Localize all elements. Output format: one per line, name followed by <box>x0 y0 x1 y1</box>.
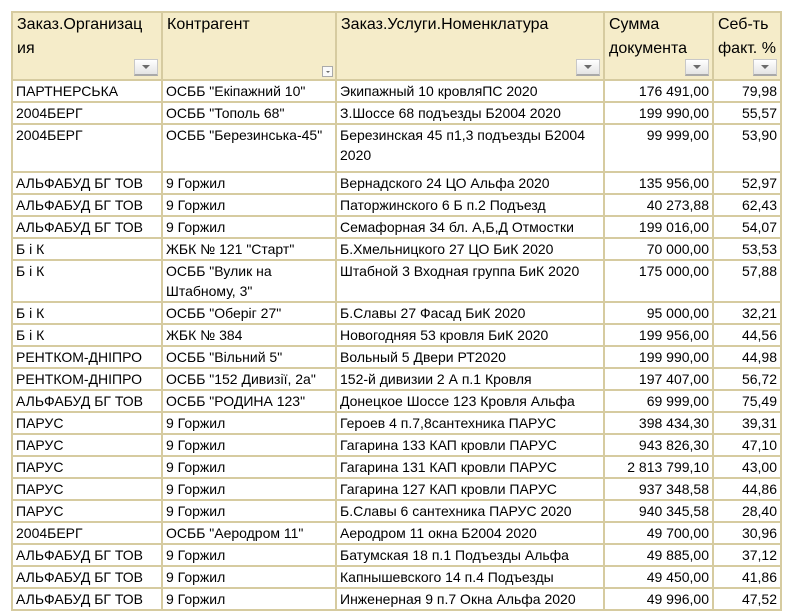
cell-document-sum[interactable]: 199 990,00 <box>604 102 713 124</box>
cell-cost-percent[interactable]: 55,57 <box>713 102 781 124</box>
cell-cost-percent[interactable]: 44,86 <box>713 478 781 500</box>
table-row[interactable] <box>12 434 781 456</box>
cell-contractor[interactable]: 9 Горжил <box>162 544 336 566</box>
cell-organization[interactable]: ПАРУС <box>12 434 162 456</box>
cell-contractor[interactable]: ОСББ "152 Дивизії, 2а" <box>162 368 336 390</box>
table-row[interactable] <box>12 390 781 412</box>
table-row[interactable] <box>12 566 781 588</box>
column-header-nomenclature[interactable] <box>336 12 604 80</box>
cell-cost-percent[interactable]: 44,98 <box>713 346 781 368</box>
cell-nomenclature[interactable]: Б.Хмельницкого 27 ЦО БиК 2020 <box>336 238 604 260</box>
cell-cost-percent[interactable]: 47,10 <box>713 434 781 456</box>
cell-nomenclature[interactable]: Новогодняя 53 кровля БиК 2020 <box>336 324 604 346</box>
filter-dropdown-icon[interactable] <box>576 59 600 76</box>
table-row[interactable] <box>12 194 781 216</box>
cell-contractor[interactable]: 9 Горжил <box>162 588 336 610</box>
column-header-label: Заказ.Организац ия <box>17 16 143 57</box>
table-row[interactable] <box>12 302 781 324</box>
cell-document-sum[interactable]: 175 000,00 <box>604 260 713 302</box>
cell-document-sum[interactable]: 199 956,00 <box>604 324 713 346</box>
cell-organization[interactable]: АЛЬФАБУД БГ ТОВ <box>12 216 162 238</box>
cell-cost-percent[interactable]: 41,86 <box>713 566 781 588</box>
cell-nomenclature[interactable]: Семафорная 34 бл. А,Б,Д Отмостки <box>336 216 604 238</box>
cell-document-sum[interactable]: 40 273,88 <box>604 194 713 216</box>
header-row <box>12 12 781 80</box>
cell-contractor[interactable]: ОСББ "РОДИНА 123" <box>162 390 336 412</box>
cell-document-sum[interactable]: 197 407,00 <box>604 368 713 390</box>
cell-cost-percent[interactable]: 30,96 <box>713 522 781 544</box>
table-row[interactable] <box>12 588 781 610</box>
table-row[interactable] <box>12 346 781 368</box>
cell-cost-percent[interactable]: 37,12 <box>713 544 781 566</box>
cell-document-sum[interactable]: 940 345,58 <box>604 500 713 522</box>
cell-nomenclature[interactable]: Гагарина 127 КАП кровли ПАРУС <box>336 478 604 500</box>
cell-cost-percent[interactable]: 53,90 <box>713 124 781 172</box>
cell-document-sum[interactable]: 99 999,00 <box>604 124 713 172</box>
cell-nomenclature[interactable]: Вернадского 24 ЦО Альфа 2020 <box>336 172 604 194</box>
cell-nomenclature[interactable]: Капнышевского 14 п.4 Подъезды <box>336 566 604 588</box>
cell-document-sum[interactable]: 49 450,00 <box>604 566 713 588</box>
table-row[interactable] <box>12 456 781 478</box>
cell-contractor[interactable]: 9 Горжил <box>162 172 336 194</box>
cell-contractor[interactable]: ЖБК № 384 <box>162 324 336 346</box>
cell-organization[interactable]: ПАРУС <box>12 500 162 522</box>
filter-dropdown-small-icon[interactable] <box>322 66 333 77</box>
cell-document-sum[interactable]: 49 885,00 <box>604 544 713 566</box>
cell-organization[interactable]: РЕНТКОМ-ДНІПРО <box>12 346 162 368</box>
cell-cost-percent[interactable]: 53,53 <box>713 238 781 260</box>
table-row[interactable] <box>12 102 781 124</box>
cell-contractor[interactable]: 9 Горжил <box>162 500 336 522</box>
cell-organization[interactable]: Б і К <box>12 260 162 302</box>
cell-organization[interactable]: ПАРУС <box>12 412 162 434</box>
cell-nomenclature[interactable]: Штабной 3 Входная группа БиК 2020 <box>336 260 604 302</box>
cell-nomenclature[interactable]: Березинская 45 п1,3 подъезды Б2004 2020 <box>336 124 604 172</box>
cell-contractor[interactable]: ОСББ "Аеродром 11" <box>162 522 336 544</box>
cell-cost-percent[interactable]: 56,72 <box>713 368 781 390</box>
filter-dropdown-icon[interactable] <box>685 59 709 76</box>
column-header-label: Заказ.Услуги.Номенклатура <box>341 16 549 33</box>
cell-cost-percent[interactable]: 57,88 <box>713 260 781 302</box>
cell-nomenclature[interactable]: Инженерная 9 п.7 Окна Альфа 2020 <box>336 588 604 610</box>
cell-contractor[interactable]: ОСББ "Вільний 5" <box>162 346 336 368</box>
cell-nomenclature[interactable]: З.Шоссе 68 подъезды Б2004 2020 <box>336 102 604 124</box>
cell-nomenclature[interactable]: Гагарина 131 КАП кровли ПАРУС <box>336 456 604 478</box>
cell-contractor[interactable]: ОСББ "Екіпажний 10" <box>162 80 336 102</box>
cell-cost-percent[interactable]: 62,43 <box>713 194 781 216</box>
cell-cost-percent[interactable]: 44,56 <box>713 324 781 346</box>
table-row[interactable] <box>12 500 781 522</box>
cell-contractor[interactable]: 9 Горжил <box>162 412 336 434</box>
cell-contractor[interactable]: ОСББ "Тополь 68" <box>162 102 336 124</box>
cell-organization[interactable]: РЕНТКОМ-ДНІПРО <box>12 368 162 390</box>
table-row[interactable] <box>12 544 781 566</box>
column-header-contractor[interactable] <box>162 12 336 80</box>
cell-nomenclature[interactable]: Экипажный 10 кровляПС 2020 <box>336 80 604 102</box>
cell-contractor[interactable]: 9 Горжил <box>162 194 336 216</box>
cell-organization[interactable]: ПАРУС <box>12 456 162 478</box>
cell-contractor[interactable]: ОСББ "Оберіг 27" <box>162 302 336 324</box>
cell-nomenclature[interactable]: Аеродром 11 окна Б2004 2020 <box>336 522 604 544</box>
cell-organization[interactable]: Б і К <box>12 302 162 324</box>
cell-document-sum[interactable]: 176 491,00 <box>604 80 713 102</box>
cell-nomenclature[interactable]: Героев 4 п.7,8сантехника ПАРУС <box>336 412 604 434</box>
cell-nomenclature[interactable]: Батумская 18 п.1 Подъезды Альфа <box>336 544 604 566</box>
table-row[interactable] <box>12 80 781 102</box>
cell-nomenclature[interactable]: 152-й дивизии 2 А п.1 Кровля <box>336 368 604 390</box>
cell-cost-percent[interactable]: 43,00 <box>713 456 781 478</box>
cell-cost-percent[interactable]: 52,97 <box>713 172 781 194</box>
cell-organization[interactable]: ПАРУС <box>12 478 162 500</box>
table-row[interactable] <box>12 522 781 544</box>
cell-document-sum[interactable]: 937 348,58 <box>604 478 713 500</box>
cell-document-sum[interactable]: 49 996,00 <box>604 588 713 610</box>
cell-cost-percent[interactable]: 32,21 <box>713 302 781 324</box>
cell-document-sum[interactable]: 95 000,00 <box>604 302 713 324</box>
cell-organization[interactable]: АЛЬФАБУД БГ ТОВ <box>12 588 162 610</box>
column-header-document-sum[interactable] <box>604 12 713 80</box>
cell-document-sum[interactable]: 49 700,00 <box>604 522 713 544</box>
cell-organization[interactable]: АЛЬФАБУД БГ ТОВ <box>12 566 162 588</box>
cell-document-sum[interactable]: 135 956,00 <box>604 172 713 194</box>
filter-dropdown-icon[interactable] <box>134 59 158 76</box>
cell-nomenclature[interactable]: Вольный 5 Двери РТ2020 <box>336 346 604 368</box>
column-header-organization[interactable] <box>12 12 162 80</box>
cell-contractor[interactable]: 9 Горжил <box>162 216 336 238</box>
cell-cost-percent[interactable]: 75,49 <box>713 390 781 412</box>
cell-document-sum[interactable]: 943 826,30 <box>604 434 713 456</box>
cell-contractor[interactable]: 9 Горжил <box>162 434 336 456</box>
pivot-table <box>11 11 782 611</box>
cell-organization[interactable]: 2004БЕРГ <box>12 102 162 124</box>
table-row[interactable] <box>12 172 781 194</box>
cell-nomenclature[interactable]: Донецкое Шоссе 123 Кровля Альфа <box>336 390 604 412</box>
table-row[interactable] <box>12 478 781 500</box>
filter-dropdown-icon[interactable] <box>753 59 777 76</box>
cell-organization[interactable]: Б і К <box>12 238 162 260</box>
column-header-label: Контрагент <box>167 16 250 33</box>
cell-organization[interactable]: Б і К <box>12 324 162 346</box>
cell-contractor[interactable]: 9 Горжил <box>162 566 336 588</box>
cell-organization[interactable]: ПАРТНЕРСЬКА <box>12 80 162 102</box>
cell-cost-percent[interactable]: 47,52 <box>713 588 781 610</box>
cell-nomenclature[interactable]: Б.Славы 6 сантехника ПАРУС 2020 <box>336 500 604 522</box>
column-header-label: Сумма документа <box>609 16 688 57</box>
cell-organization[interactable]: 2004БЕРГ <box>12 124 162 172</box>
table-row[interactable] <box>12 238 781 260</box>
cell-contractor[interactable]: ОСББ "Вулик на Штабному, 3" <box>162 260 336 302</box>
cell-nomenclature[interactable]: Паторжинского 6 Б п.2 Подъезд <box>336 194 604 216</box>
cell-document-sum[interactable]: 398 434,30 <box>604 412 713 434</box>
cell-cost-percent[interactable]: 39,31 <box>713 412 781 434</box>
cell-organization[interactable]: АЛЬФАБУД БГ ТОВ <box>12 172 162 194</box>
cell-organization[interactable]: АЛЬФАБУД БГ ТОВ <box>12 544 162 566</box>
cell-contractor[interactable]: ЖБК № 121 "Старт" <box>162 238 336 260</box>
cell-document-sum[interactable]: 199 016,00 <box>604 216 713 238</box>
cell-contractor[interactable]: 9 Горжил <box>162 456 336 478</box>
cell-cost-percent[interactable]: 28,40 <box>713 500 781 522</box>
table-row[interactable] <box>12 216 781 238</box>
table-row[interactable] <box>12 260 781 302</box>
cell-document-sum[interactable]: 199 990,00 <box>604 346 713 368</box>
cell-organization[interactable]: АЛЬФАБУД БГ ТОВ <box>12 390 162 412</box>
cell-organization[interactable]: 2004БЕРГ <box>12 522 162 544</box>
column-header-cost-percent[interactable] <box>713 12 781 80</box>
table-row[interactable] <box>12 412 781 434</box>
cell-cost-percent[interactable]: 79,98 <box>713 80 781 102</box>
table-row[interactable] <box>12 324 781 346</box>
cell-document-sum[interactable]: 2 813 799,10 <box>604 456 713 478</box>
table-row[interactable] <box>12 368 781 390</box>
cell-document-sum[interactable]: 69 999,00 <box>604 390 713 412</box>
cell-contractor[interactable]: 9 Горжил <box>162 478 336 500</box>
table-row[interactable] <box>12 124 781 172</box>
cell-organization[interactable]: АЛЬФАБУД БГ ТОВ <box>12 194 162 216</box>
cell-nomenclature[interactable]: Гагарина 133 КАП кровли ПАРУС <box>336 434 604 456</box>
cell-contractor[interactable]: ОСББ "Березинська-45" <box>162 124 336 172</box>
cell-cost-percent[interactable]: 54,07 <box>713 216 781 238</box>
column-header-label: Себ-ть факт. % <box>718 16 776 57</box>
cell-nomenclature[interactable]: Б.Славы 27 Фасад БиК 2020 <box>336 302 604 324</box>
cell-document-sum[interactable]: 70 000,00 <box>604 238 713 260</box>
